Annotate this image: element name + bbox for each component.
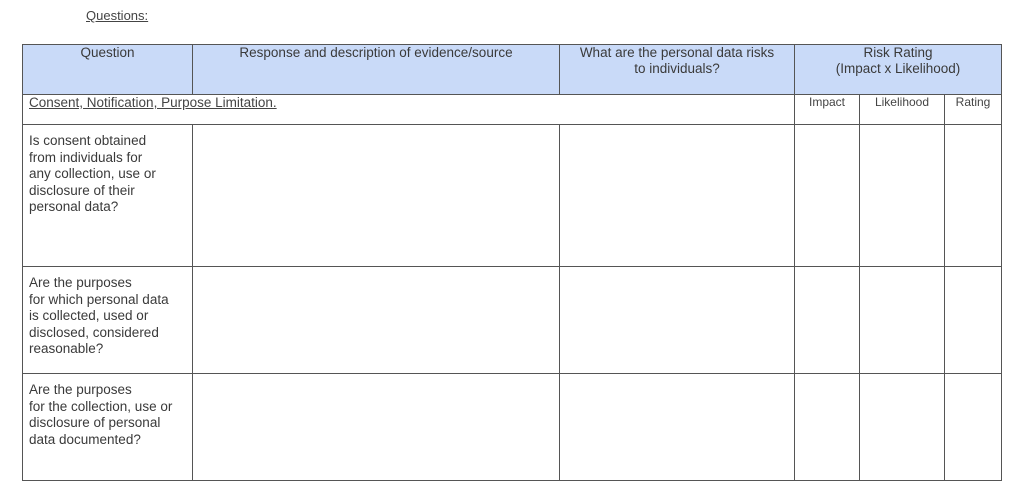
question-line: Is consent obtained <box>29 133 147 148</box>
question-line: Are the purposes <box>29 275 132 290</box>
question-cell <box>23 374 193 481</box>
response-cell[interactable] <box>193 267 560 374</box>
header-risks-line-1: What are the personal data risks <box>579 45 775 60</box>
risks-cell[interactable] <box>560 125 795 267</box>
dpia-questions-table <box>22 44 1002 481</box>
question-line: for which personal data <box>29 291 169 307</box>
question-cell <box>23 267 193 374</box>
header-rating-line-2: (Impact x Likelihood) <box>835 61 961 76</box>
response-cell[interactable] <box>193 374 560 481</box>
header-risks-line-2: to individuals? <box>634 61 720 76</box>
header-rating-line-1: Risk Rating <box>863 45 933 60</box>
rating-cell[interactable] <box>945 374 1002 481</box>
question-line: is collected, used or <box>29 308 149 323</box>
impact-cell[interactable] <box>795 125 860 267</box>
likelihood-cell[interactable] <box>860 125 945 267</box>
question-line: for the collection, use or <box>29 398 173 414</box>
header-personal-data-risks <box>560 45 795 95</box>
impact-cell[interactable] <box>795 374 860 481</box>
subheader-impact: Impact <box>795 95 860 125</box>
question-line: reasonable? <box>29 341 104 356</box>
question-line: disclosure of personal <box>29 415 161 430</box>
header-question: Question <box>23 45 193 95</box>
risks-cell[interactable] <box>560 374 795 481</box>
table-row <box>23 267 1002 374</box>
question-line: disclosure of their <box>29 182 135 198</box>
question-line: personal data? <box>29 199 119 214</box>
table-header-row <box>23 45 1002 95</box>
question-line: data documented? <box>29 431 141 447</box>
impact-cell[interactable] <box>795 267 860 374</box>
section-label: Consent, Notification, Purpose Limitation. <box>23 95 795 125</box>
table-row <box>23 125 1002 267</box>
rating-cell[interactable] <box>945 125 1002 267</box>
subheader-rating: Rating <box>945 95 1002 125</box>
likelihood-cell[interactable] <box>860 374 945 481</box>
question-line: from individuals for <box>29 149 143 165</box>
section-header-row <box>23 95 1002 125</box>
rating-cell[interactable] <box>945 267 1002 374</box>
question-line: Are the purposes <box>29 382 132 397</box>
header-response: Response and description of evidence/source <box>193 45 560 95</box>
question-line: any collection, use or <box>29 166 156 181</box>
risks-cell[interactable] <box>560 267 795 374</box>
likelihood-cell[interactable] <box>860 267 945 374</box>
table-row <box>23 374 1002 481</box>
questions-heading: Questions: <box>86 8 149 23</box>
response-cell[interactable] <box>193 125 560 267</box>
question-line: disclosed, considered <box>29 324 159 340</box>
question-cell <box>23 125 193 267</box>
header-risk-rating <box>795 45 1002 95</box>
subheader-likelihood: Likelihood <box>860 95 945 125</box>
